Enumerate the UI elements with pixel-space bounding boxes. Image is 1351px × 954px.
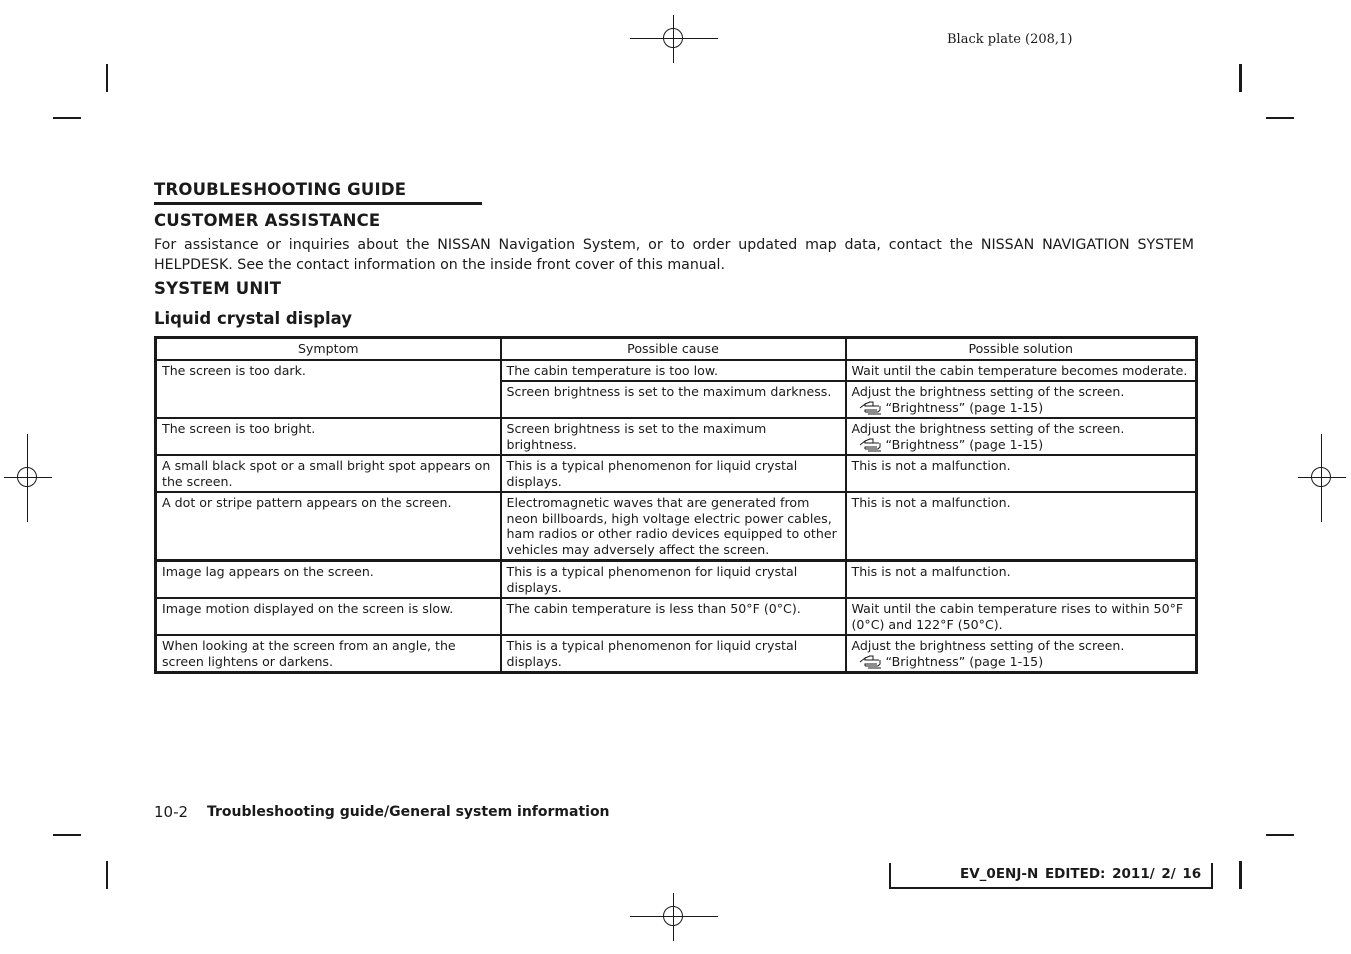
column-header-solution: Possible solution xyxy=(846,338,1197,360)
cause-cell: Screen brightness is set to the maximum darkness. xyxy=(501,381,846,418)
solution-cell xyxy=(846,418,1197,455)
edit-stamp: EV_0ENJ-N EDITED: 2011/ 2/ 16 xyxy=(960,866,1202,882)
table-row xyxy=(156,561,1197,599)
table-row xyxy=(156,492,1197,561)
crop-mark xyxy=(53,117,81,119)
pointing-hand-icon xyxy=(859,438,883,452)
heading-customer-assistance: CUSTOMER ASSISTANCE xyxy=(154,211,381,230)
solution-cell: Wait until the cabin temperature becomes moderate. xyxy=(846,360,1197,382)
registration-crosshair-icon xyxy=(4,434,52,522)
assistance-paragraph: For assistance or inquiries about the NISSAN Navigation System, or to order updated map data, contact the NISSAN NAVIGATION SYSTEM HELPDESK. See the contact information on the inside front cover of this manual. xyxy=(154,237,1194,273)
crop-mark xyxy=(1266,834,1294,836)
symptom-cell: Image motion displayed on the screen is slow. xyxy=(156,598,501,635)
page-reference[interactable] xyxy=(852,400,1191,416)
cause-cell: The cabin temperature is less than 50°F (0°C). xyxy=(501,598,846,635)
registration-crosshair-icon xyxy=(630,15,718,63)
solution-cell: This is not a malfunction. xyxy=(846,561,1197,599)
reference-link[interactable]: “Brightness” (page 1-15) xyxy=(885,653,1044,669)
cause-cell: This is a typical phenomenon for liquid crystal displays. xyxy=(501,635,846,673)
table-row xyxy=(156,418,1197,455)
troubleshooting-table xyxy=(154,336,1198,674)
page-reference[interactable] xyxy=(852,654,1191,670)
crop-mark xyxy=(1266,117,1294,119)
pointing-hand-icon xyxy=(859,655,883,669)
table-row xyxy=(156,455,1197,492)
table-row xyxy=(156,360,1197,382)
pointing-hand-icon xyxy=(859,401,883,415)
registration-crosshair-icon xyxy=(1298,434,1346,522)
symptom-cell: A small black spot or a small bright spot appears on the screen. xyxy=(156,455,501,492)
reference-link[interactable]: “Brightness” (page 1-15) xyxy=(885,399,1044,415)
symptom-cell: A dot or stripe pattern appears on the screen. xyxy=(156,492,501,561)
solution-text: Adjust the brightness setting of the screen. xyxy=(851,638,1125,653)
solution-cell: Wait until the cabin temperature rises to within 50°F (0°C) and 122°F (50°C). xyxy=(846,598,1197,635)
symptom-cell: Image lag appears on the screen. xyxy=(156,561,501,599)
cause-cell: Electromagnetic waves that are generated from neon billboards, high voltage electric power cables, ham radios or other radio devices equipped to other vehicles may adversely affect the screen. xyxy=(501,492,846,561)
cause-cell: This is a typical phenomenon for liquid crystal displays. xyxy=(501,561,846,599)
solution-cell xyxy=(846,381,1197,418)
table-row xyxy=(156,598,1197,635)
cause-cell: This is a typical phenomenon for liquid crystal displays. xyxy=(501,455,846,492)
solution-cell: This is not a malfunction. xyxy=(846,455,1197,492)
symptom-cell: The screen is too dark. xyxy=(156,360,501,419)
reference-link[interactable]: “Brightness” (page 1-15) xyxy=(885,436,1044,452)
column-header-cause: Possible cause xyxy=(501,338,846,360)
section-heading-troubleshooting: TROUBLESHOOTING GUIDE xyxy=(154,180,482,205)
symptom-cell: When looking at the screen from an angle, the screen lightens or darkens. xyxy=(156,635,501,673)
page-reference[interactable] xyxy=(852,437,1191,453)
page-number: 10-2 xyxy=(154,803,189,821)
crop-mark xyxy=(1239,861,1242,889)
symptom-cell: The screen is too bright. xyxy=(156,418,501,455)
solution-cell: This is not a malfunction. xyxy=(846,492,1197,561)
heading-system-unit: SYSTEM UNIT xyxy=(154,279,282,298)
crop-mark xyxy=(106,861,108,889)
heading-liquid-crystal-display: Liquid crystal display xyxy=(154,309,352,328)
cause-cell: Screen brightness is set to the maximum brightness. xyxy=(501,418,846,455)
solution-cell xyxy=(846,635,1197,673)
table-row xyxy=(156,635,1197,673)
crop-mark xyxy=(1239,64,1242,92)
crop-mark xyxy=(53,834,81,836)
crop-mark xyxy=(106,64,108,92)
cause-cell: The cabin temperature is too low. xyxy=(501,360,846,382)
registration-crosshair-icon xyxy=(630,893,718,941)
footer-section-title: Troubleshooting guide/General system information xyxy=(207,804,610,820)
table-header-row xyxy=(156,338,1197,360)
solution-text: Adjust the brightness setting of the screen. xyxy=(851,421,1125,436)
column-header-symptom: Symptom xyxy=(156,338,501,360)
plate-label: Black plate (208,1) xyxy=(947,32,1073,47)
solution-text: Adjust the brightness setting of the screen. xyxy=(851,384,1125,399)
